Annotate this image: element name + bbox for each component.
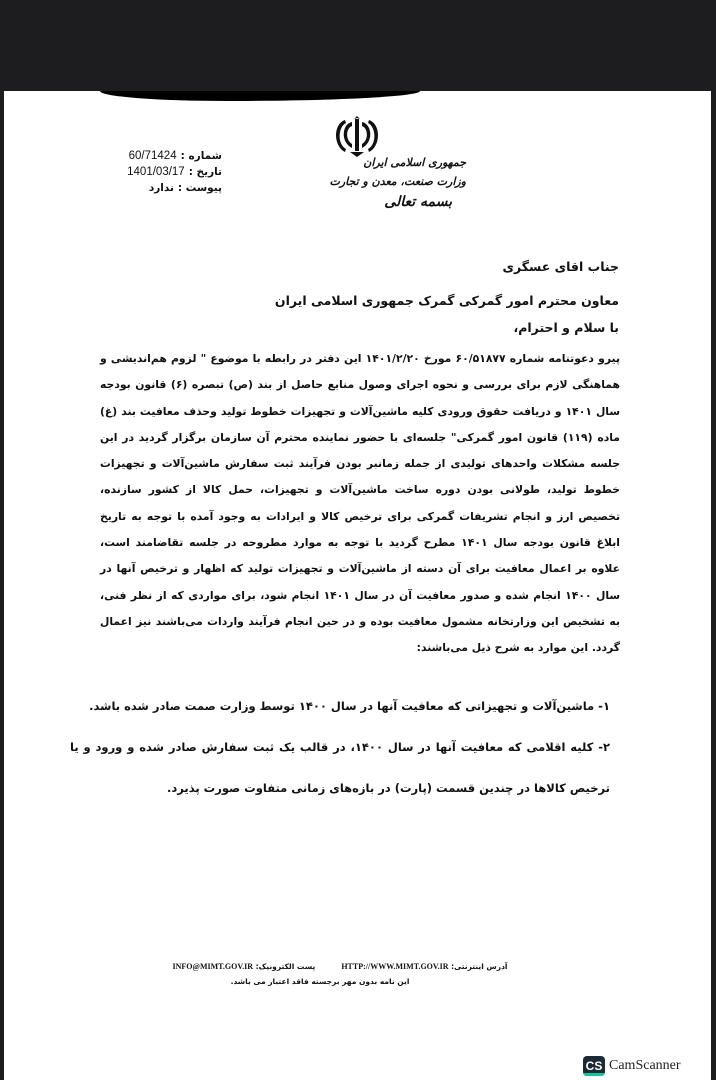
letter-date (100, 164, 222, 180)
camscanner-name: CamScanner (609, 1058, 681, 1073)
attachment-label: پیوست : (177, 182, 222, 194)
letter-footer (140, 962, 540, 986)
footer-note: این نامه بدون مهر برجسته فاقد اعتبار می باشد. (230, 977, 410, 986)
letter-attachment (100, 180, 222, 196)
number-value: 60/71424 (128, 150, 177, 162)
country-name: جمهوری اسلامی ایران (363, 156, 466, 169)
iran-emblem-icon (330, 114, 384, 158)
list-item: ۱- ماشین‌آلات و تجهیزاتی که معافیت آنها در سال ۱۴۰۰ توسط وزارت صمت صادر شده باشد. (89, 699, 610, 713)
greeting: با سلام و احترام، (513, 320, 619, 335)
footer-contact (140, 962, 540, 971)
invocation: بسمه تعالی (384, 194, 452, 210)
email-label: پست الکترونیک: (255, 962, 316, 971)
email-block (173, 962, 316, 971)
number-label: شماره : (180, 150, 222, 162)
website-link[interactable]: HTTP://WWW.MIMT.GOV.IR (341, 962, 449, 971)
list-item: ۲- کلیه اقلامی که معافیت آنها در سال ۱۴۰۰، در قالب یک ثبت سفارش صادر شده و ورود و یا ترخیص کالاها در چندین قسمت (پارت) در بازه‌های زمانی متفاوت صورت پذیرد. (70, 740, 610, 795)
letterhead (329, 153, 466, 212)
ministry-name: وزارت صنعت، معدن و تجارت (329, 175, 466, 188)
recipient-block (275, 250, 619, 318)
letter-number (100, 148, 222, 164)
items-list (70, 686, 610, 809)
website-block (341, 962, 507, 971)
attachment-value: ندارد (148, 182, 174, 194)
date-value: 1401/03/17 (127, 166, 185, 178)
email-link[interactable]: INFO@MIMT.GOV.IR (172, 962, 253, 971)
camscanner-watermark (583, 1056, 681, 1076)
date-label: تاریخ : (188, 166, 222, 178)
recipient-name: جناب اقای عسگری (502, 259, 619, 274)
website-label: آدرس اینترنتی: (451, 962, 508, 971)
recipient-title: معاون محترم امور گمرکی گمرک جمهوری اسلامی ایران (274, 293, 619, 308)
camscanner-logo-icon: CS (583, 1056, 605, 1076)
letter-body: پیرو دعوتنامه شماره ۶۰/۵۱۸۷۷ مورخ ۱۴۰۱/۲/۲۰ این دفتر در رابطه با موضوع " لزوم هم‌اندیشی و هماهنگی لازم برای بررسی و نحوه اجرای وصول منابع حاصل از بند (ص) تبصره (۶) قانون بودجه سال ۱۴۰۱ و دریافت حقوق ورودی کلیه ماشین‌آلات و تجهیزات خطوط تولید وحذف معافیت بند (غ) ماده (۱۱۹) قانون امور گمرکی" جلسه‌ای با حضور نماینده محترم آن سازمان برگزار گردید در این جلسه مشکلات واحدهای تولیدی از جمله زمانبر بودن فرآیند ثبت سفارش ماشین‌آلات و تجهیزات خطوط تولید، طولانی بودن دوره ساخت ماشین‌آلات و تجهیزات، حمل کالا از کشور سازنده، تخصیص ارز و انجام تشریفات گمرکی برای ترخیص کالا و ایرادات به وجود آمده با توجه به تاریخ ابلاغ قانون بودجه سال ۱۴۰۱ مطرح گردید با توجه به موارد مطروحه در جلسه تقاضامند است، علاوه بر اعمال معافیت برای آن دسته از ماشین‌آلات و تجهیزات تولید که اظهار و ترخیص آنها در سال ۱۴۰۰ انجام شده و صدور معافیت آن در سال ۱۴۰۱ انجام شود، برای مواردی که از نظر فنی، به تشخیص این وزارتخانه مشمول معافیت بوده و در حین انجام فرآیند واردات می‌باشند نیز اعمال گردد. این موارد به شرح ذیل می‌باشند: (100, 352, 621, 655)
letter-meta (100, 148, 222, 196)
